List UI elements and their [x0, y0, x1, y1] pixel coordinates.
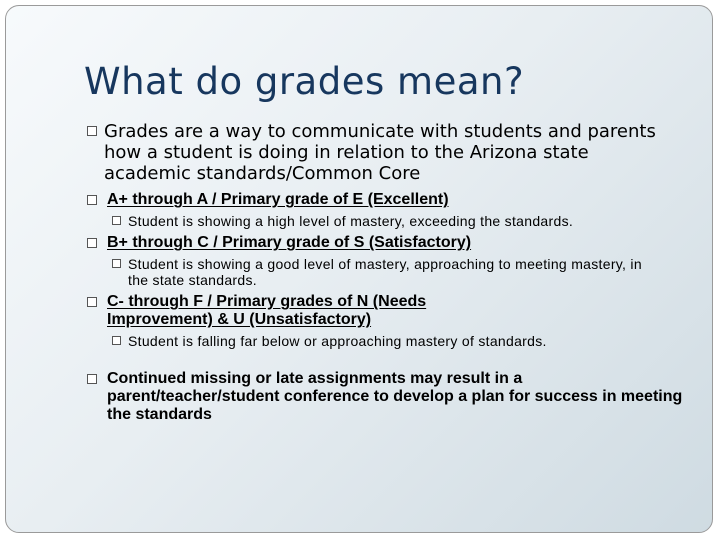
bullet-icon	[87, 374, 97, 384]
grade-heading-b	[107, 234, 687, 252]
closing-text: Continued missing or late assignments may result in a parent/teacher/student conference to develop a plan for success in meeting the standards	[107, 370, 683, 423]
bullet-icon	[87, 195, 97, 205]
grade-detail-a	[128, 213, 668, 229]
bullet-icon	[87, 238, 97, 248]
intro-text: Grades are a way to communicate with students and parents how a student is doing in relation to the Arizona state academic standards/Common Core	[104, 121, 656, 184]
grade-heading-a	[107, 191, 687, 209]
grade-heading-text: B+ through C / Primary grade of S (Satisfactory)	[107, 234, 472, 251]
bullet-icon	[87, 126, 97, 136]
grade-detail-text: Student is showing a good level of mastery, approaching to meeting mastery, in the state standards.	[128, 256, 642, 288]
bullet-icon	[87, 297, 97, 307]
grade-heading-c	[107, 293, 487, 329]
grade-detail-text: Student is showing a high level of mastery, exceeding the standards.	[128, 213, 574, 229]
grade-heading-text: A+ through A / Primary grade of E (Excellent)	[107, 191, 449, 208]
intro-bullet	[104, 121, 664, 184]
grade-detail-b	[128, 256, 648, 288]
slide	[5, 5, 713, 533]
bullet-icon	[112, 259, 121, 268]
slide-title: What do grades mean?	[84, 60, 525, 103]
bullet-icon	[112, 216, 121, 225]
grade-heading-text: C- through F / Primary grades of N (Needs Improvement) & U (Unsatisfactory)	[107, 293, 427, 328]
bullet-icon	[112, 336, 121, 345]
closing-bullet	[107, 370, 687, 424]
grade-detail-c	[128, 333, 668, 349]
grade-detail-text: Student is falling far below or approaching mastery of standards.	[128, 333, 547, 349]
